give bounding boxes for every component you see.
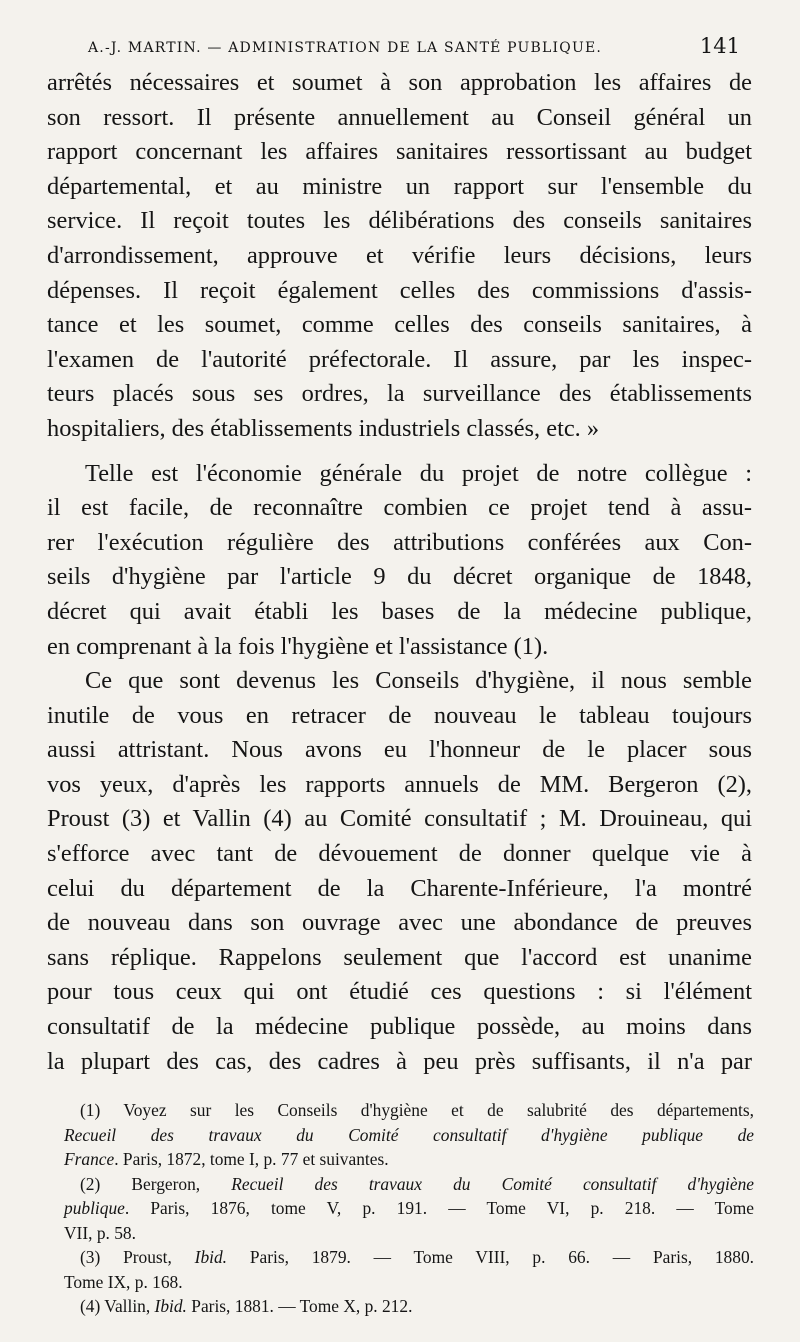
text-line: tance et les soumet, comme celles des conseils sanitaires, à [47, 311, 752, 339]
text-line: Ce que sont devenus les Conseils d'hygiène, il nous semble [85, 667, 752, 695]
text-line: s'efforce avec tant de dévouement de donner quelque vie à [47, 840, 752, 868]
text-line: aussi attristant. Nous avons eu l'honneur de le placer sous [47, 736, 752, 764]
footnote-text: . Paris, 1872, tome I, p. 77 et suivantes. [114, 1149, 389, 1169]
footnote-title: Recueil des travaux du Comité consultatif d'hygiène publique de [64, 1124, 754, 1145]
text-line: Telle est l'économie générale du projet de notre collègue : [85, 459, 752, 487]
text-line: son ressort. Il présente annuellement au Conseil général un [47, 103, 752, 131]
footnote-text: Paris, 1879. — Tome VIII, p. 66. — Paris, 1880. [227, 1247, 754, 1267]
footnote-3 [64, 1245, 754, 1270]
running-head: A.-J. MARTIN. — ADMINISTRATION DE LA SANTÉ PUBLIQUE. [88, 40, 603, 56]
footnote-2-cont [64, 1221, 754, 1246]
text-line: il est facile, de reconnaître combien ce projet tend à assu- [47, 494, 752, 522]
text-line: seils d'hygiène par l'article 9 du décret organique de 1848, [47, 563, 752, 591]
page-number: 141 [699, 34, 740, 58]
footnote-1-cont [64, 1123, 754, 1148]
footnote-title: Ibid. [154, 1296, 187, 1316]
footnote-title: Recueil des travaux du Comité consultatif d'hygiène [231, 1173, 754, 1194]
footnote-title: Ibid. [194, 1247, 228, 1267]
footnote-text: Paris, 1881. — Tome X, p. 212. [186, 1296, 413, 1316]
footnote-text: Tome IX, p. 168. [64, 1271, 183, 1292]
text-line: départemental, et au ministre un rapport sur l'ensemble du [47, 172, 752, 200]
text-line: hospitaliers, des établissements industriels classés, etc. » [47, 414, 600, 442]
footnote-title: publique [64, 1198, 125, 1218]
footnote-text: . Paris, 1876, tome V, p. 191. — Tome VI, p. 218. — Tome [124, 1198, 754, 1218]
footnote-text: (4) Vallin, [80, 1296, 155, 1316]
text-line: d'arrondissement, approuve et vérifie leurs décisions, leurs [47, 241, 752, 269]
text-line: celui du département de la Charente-Inférieure, l'a montré [47, 874, 752, 902]
text-line: rapport concernant les affaires sanitaires ressortissant au budget [47, 138, 752, 166]
text-line: vos yeux, d'après les rapports annuels de MM. Bergeron (2), [47, 770, 752, 798]
text-line: la plupart des cas, des cadres à peu près suffisants, il n'a par [47, 1047, 752, 1075]
text-line: service. Il reçoit toutes les délibérations des conseils sanitaires [47, 207, 752, 235]
footnote-text: (3) Proust, [80, 1247, 195, 1267]
text-line: en comprenant à la fois l'hygiène et l'assistance (1). [47, 632, 549, 660]
text-line: inutile de vous en retracer de nouveau le tableau toujours [47, 701, 752, 729]
body-text [47, 66, 752, 1079]
text-line: Proust (3) et Vallin (4) au Comité consultatif ; M. Drouineau, qui [47, 805, 752, 833]
footnote-text: (1) Voyez sur les Conseils d'hygiène et de salubrité des départements, [80, 1100, 754, 1120]
footnote-1-cont [64, 1147, 754, 1172]
footnote-title: France [64, 1149, 115, 1169]
text-line: pour tous ceux qui ont étudié ces questions : si l'élément [47, 978, 752, 1006]
text-line: rer l'exécution régulière des attributions conférées aux Con- [47, 528, 752, 556]
footnote-2-cont [64, 1196, 754, 1221]
text-line: de nouveau dans son ouvrage avec une abondance de preuves [47, 909, 752, 937]
footnotes [64, 1098, 754, 1319]
footnote-text: (2) Bergeron, [80, 1173, 232, 1194]
text-line: sans réplique. Rappelons seulement que l'accord est unanime [47, 943, 752, 971]
footnote-1 [64, 1098, 754, 1123]
text-line: décret qui avait établi les bases de la médecine publique, [47, 597, 752, 625]
footnote-3-cont [64, 1270, 754, 1295]
text-line: arrêtés nécessaires et soumet à son approbation les affaires de [47, 69, 752, 96]
text-line: l'examen de l'autorité préfectorale. Il assure, par les inspec- [47, 345, 752, 373]
footnote-4 [64, 1294, 754, 1319]
footnote-2 [64, 1172, 754, 1197]
text-line: teurs placés sous ses ordres, la surveillance des établissements [47, 380, 752, 408]
text-line: dépenses. Il reçoit également celles des commissions d'assis- [47, 276, 752, 304]
text-line: consultatif de la médecine publique possède, au moins dans [47, 1013, 752, 1041]
paragraph-gap [47, 447, 752, 457]
page-header [88, 34, 740, 60]
footnote-text: VII, p. 58. [64, 1222, 136, 1243]
